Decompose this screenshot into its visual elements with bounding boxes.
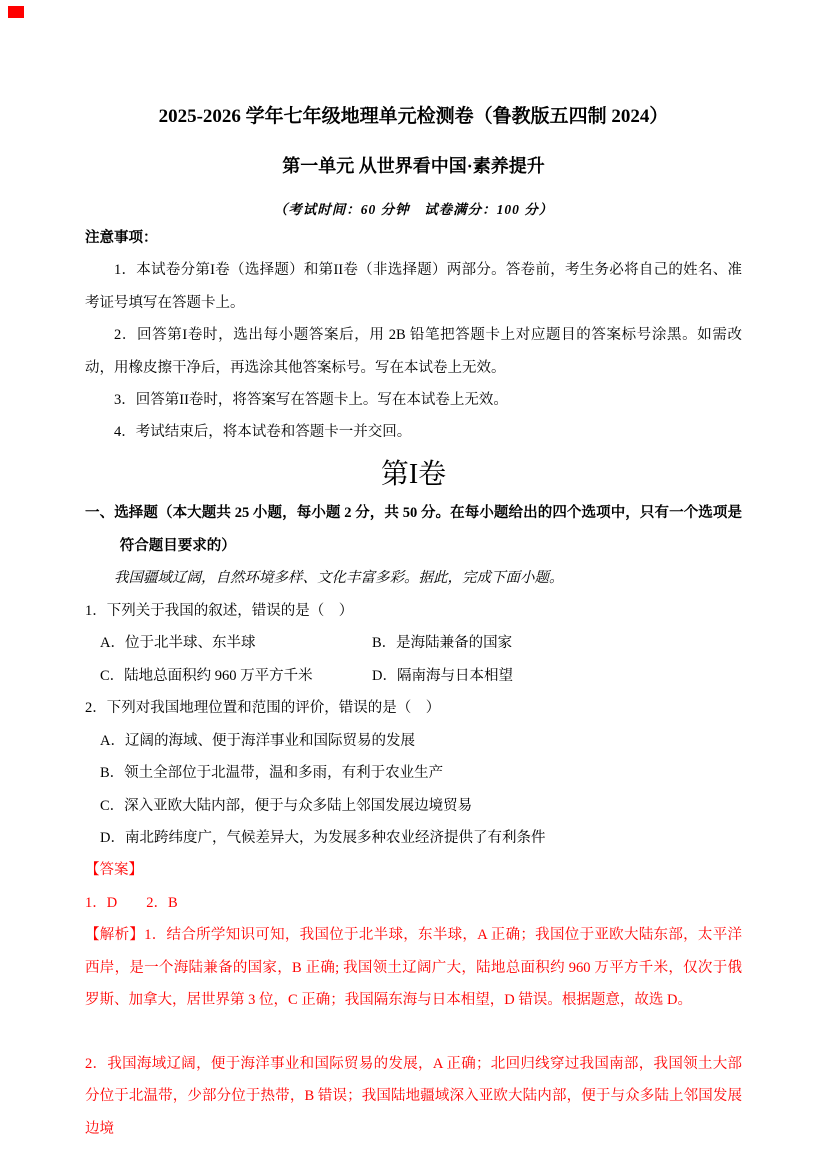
- notice-item-2: 2．回答第I卷时，选出每小题答案后，用 2B 铅笔把答题卡上对应题目的答案标号涂黑。如需改动，用橡皮擦干净后，再选涂其他答案标号。写在本试卷上无效。: [85, 327, 742, 376]
- page-corner-mark: [8, 6, 24, 18]
- analysis-paragraph-2: 2．我国海域辽阔，便于海洋事业和国际贸易的发展，A 正确；北回归线穿过我国南部，我国领土大部分位于北温带，少部分位于热带，B 错误；我国陆地疆域深入亚欧大陆内部，便于与众多陆上邻国发展边境: [85, 1055, 742, 1137]
- analysis-label: 【解析】: [85, 927, 145, 944]
- question-2-option-c: C．深入亚欧大陆内部，便于与众多陆上邻国发展边境贸易: [100, 797, 473, 814]
- question-1-stem: 1．下列关于我国的叙述，错误的是（ ）: [85, 602, 354, 619]
- question-passage: 我国疆域辽阔，自然环境多样、文化丰富多彩。据此，完成下面小题。: [114, 570, 564, 587]
- notice-item-3: 3．回答第II卷时，将答案写在答题卡上。写在本试卷上无效。: [114, 391, 508, 408]
- notice-item-1: 1．本试卷分第I卷（选择题）和第II卷（非选择题）两部分。答卷前，考生务必将自己的姓名、准考证号填写在答题卡上。: [85, 262, 742, 311]
- section-1-instruction: 一、选择题（本大题共 25 小题，每小题 2 分，共 50 分。在每小题给出的四个选项中，只有一个选项是符合题目要求的）: [85, 505, 742, 554]
- question-2-option-a: A．辽阔的海域、便于海洋事业和国际贸易的发展: [100, 732, 415, 749]
- section-1-title: 第I卷: [380, 458, 447, 490]
- question-2-option-d: D．南北跨纬度广，气候差异大，为发展多种农业经济提供了有利条件: [100, 830, 546, 846]
- question-1-options: [85, 627, 742, 692]
- analysis-text-1: 1．结合所学知识可知，我国位于北半球，东半球，A 正确；我国位于亚欧大陆东部，太平洋西岸，是一个海陆兼备的国家，B 正确; 我国领土辽阔广大，陆地总面积约 960 万平方千米，仅次于俄罗斯、加拿大，居世界第 3 位，C 正确；我国隔东海与日本相望，D 错误。根据题意，故选 D。: [85, 927, 743, 1009]
- question-2-option-b: B．领土全部位于北温带，温和多雨，有利于农业生产: [100, 765, 444, 782]
- exam-info-line: （考试时间：60 分钟 试卷满分：100 分）: [273, 201, 554, 217]
- question-1-option-b: B．是海陆兼备的国家: [372, 635, 513, 652]
- question-2-stem: 2．下列对我国地理位置和范围的评价，错误的是（ ）: [85, 700, 441, 717]
- notice-item-4: 4．考试结束后，将本试卷和答题卡一并交回。: [114, 424, 412, 441]
- question-1-option-d: D．隔南海与日本相望: [372, 667, 513, 684]
- document-subtitle: 第一单元 从世界看中国·素养提升: [282, 155, 545, 176]
- analysis-paragraph-1: [85, 919, 742, 1016]
- answer-label: 【答案】: [85, 862, 143, 879]
- question-1-option-a: A．位于北半球、东半球: [100, 635, 256, 652]
- answer-line: 1．D 2．B: [85, 894, 178, 911]
- document-title: 2025-2026 学年七年级地理单元检测卷（鲁教版五四制 2024）: [158, 106, 669, 127]
- question-1-option-c: C．陆地总面积约 960 万平方千米: [100, 667, 313, 684]
- notice-header: 注意事项：: [85, 229, 158, 246]
